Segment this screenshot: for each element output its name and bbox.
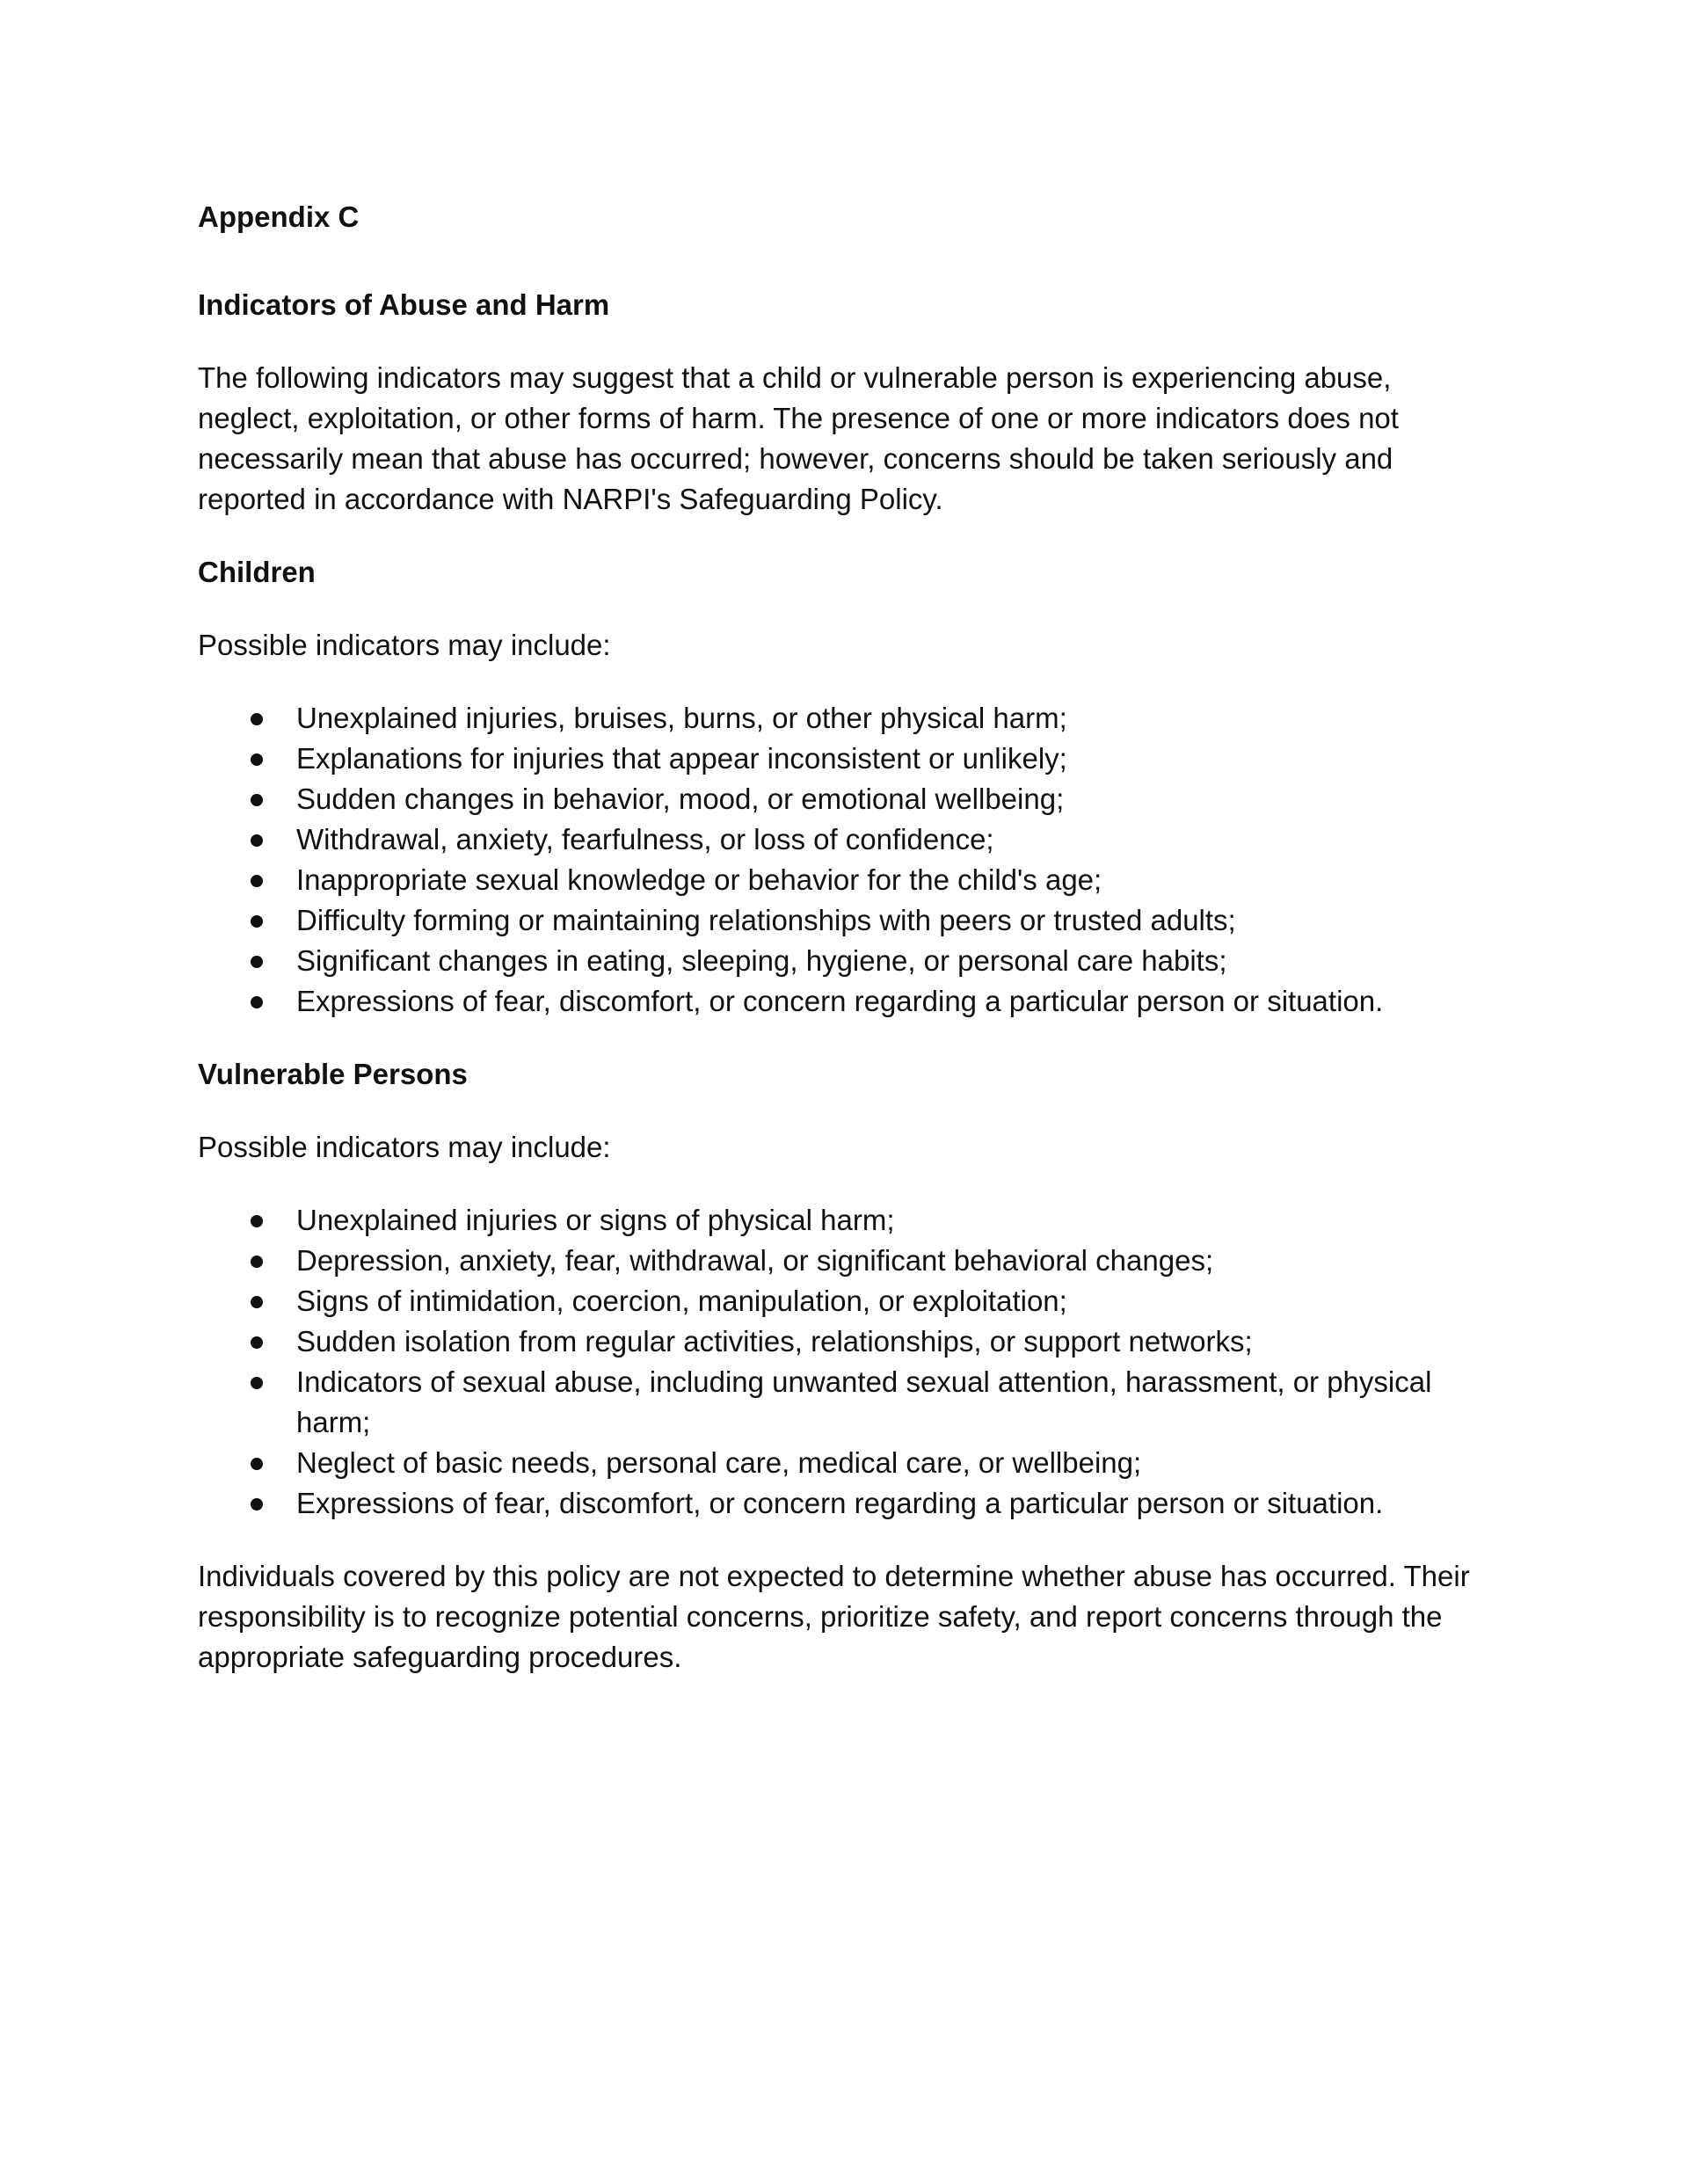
- section-title: Indicators of Abuse and Harm: [198, 288, 610, 321]
- list-item: [198, 1443, 1490, 1483]
- list-item-text: Depression, anxiety, fear, withdrawal, or significant behavioral changes;: [296, 1244, 1214, 1277]
- list-item: [198, 819, 1490, 860]
- vulnerable-persons-indicator-list: [198, 1200, 1490, 1524]
- list-item: [198, 739, 1490, 779]
- document-body: [198, 197, 1490, 1678]
- list-item-text: Withdrawal, anxiety, fearfulness, or loss of confidence;: [296, 823, 994, 855]
- list-item-text: Signs of intimidation, coercion, manipulation, or exploitation;: [296, 1285, 1067, 1317]
- list-item-text: Expressions of fear, discomfort, or concern regarding a particular person or situation.: [296, 1487, 1384, 1519]
- children-indicator-list: [198, 698, 1490, 1022]
- list-item: [198, 1362, 1490, 1443]
- bullet-icon: [251, 1336, 263, 1349]
- bullet-icon: [251, 996, 263, 1008]
- bullet-icon: [251, 875, 263, 887]
- list-item: [198, 941, 1490, 981]
- appendix-title: Appendix C: [198, 200, 360, 233]
- list-item-text: Sudden isolation from regular activities, relationships, or support networks;: [296, 1325, 1253, 1358]
- bullet-icon: [251, 1377, 263, 1389]
- bullet-icon: [251, 834, 263, 847]
- list-item: [198, 1321, 1490, 1362]
- list-item: [198, 1200, 1490, 1241]
- list-item: [198, 698, 1490, 739]
- list-item-text: Explanations for injuries that appear inconsistent or unlikely;: [296, 742, 1067, 775]
- list-item: [198, 1483, 1490, 1524]
- list-item: [198, 779, 1490, 819]
- bullet-icon: [251, 1296, 263, 1308]
- list-item-text: Unexplained injuries or signs of physical harm;: [296, 1204, 895, 1236]
- bullet-icon: [251, 1458, 263, 1470]
- bullet-icon: [251, 1215, 263, 1227]
- list-item: [198, 981, 1490, 1022]
- list-item-text: Difficulty forming or maintaining relationships with peers or trusted adults;: [296, 904, 1236, 936]
- children-lead: Possible indicators may include:: [198, 629, 611, 661]
- vulnerable-persons-heading: Vulnerable Persons: [198, 1058, 468, 1090]
- intro-paragraph: The following indicators may suggest that a child or vulnerable person is experiencing abuse, neglect, exploitation, or other forms of harm. The presence of one or more indicators does not necessarily mean that abuse has occurred; however, concerns should be taken seriously and reported in accordance with NARPI's Safeguarding Policy.: [198, 361, 1399, 515]
- list-item-text: Sudden changes in behavior, mood, or emotional wellbeing;: [296, 783, 1065, 815]
- bullet-icon: [251, 794, 263, 806]
- list-item-text: Significant changes in eating, sleeping, hygiene, or personal care habits;: [296, 944, 1227, 977]
- list-item-text: Inappropriate sexual knowledge or behavior for the child's age;: [296, 863, 1102, 896]
- bullet-icon: [251, 1498, 263, 1511]
- bullet-icon: [251, 915, 263, 928]
- bullet-icon: [251, 956, 263, 968]
- list-item: [198, 1241, 1490, 1281]
- vulnerable-persons-lead: Possible indicators may include:: [198, 1131, 611, 1163]
- list-item: [198, 860, 1490, 900]
- bullet-icon: [251, 1256, 263, 1268]
- bullet-icon: [251, 753, 263, 766]
- list-item-text: Indicators of sexual abuse, including unwanted sexual attention, harassment, or physical harm;: [296, 1365, 1432, 1438]
- list-item: [198, 900, 1490, 941]
- list-item-text: Expressions of fear, discomfort, or concern regarding a particular person or situation.: [296, 985, 1384, 1017]
- bullet-icon: [251, 713, 263, 725]
- closing-paragraph: Individuals covered by this policy are not expected to determine whether abuse has occurred. Their responsibility is to recognize potential concerns, prioritize safety, and report concerns through the appropriate safeguarding procedures.: [198, 1560, 1470, 1673]
- list-item: [198, 1281, 1490, 1321]
- children-heading: Children: [198, 556, 316, 588]
- list-item-text: Unexplained injuries, bruises, burns, or other physical harm;: [296, 702, 1067, 734]
- list-item-text: Neglect of basic needs, personal care, medical care, or wellbeing;: [296, 1446, 1142, 1479]
